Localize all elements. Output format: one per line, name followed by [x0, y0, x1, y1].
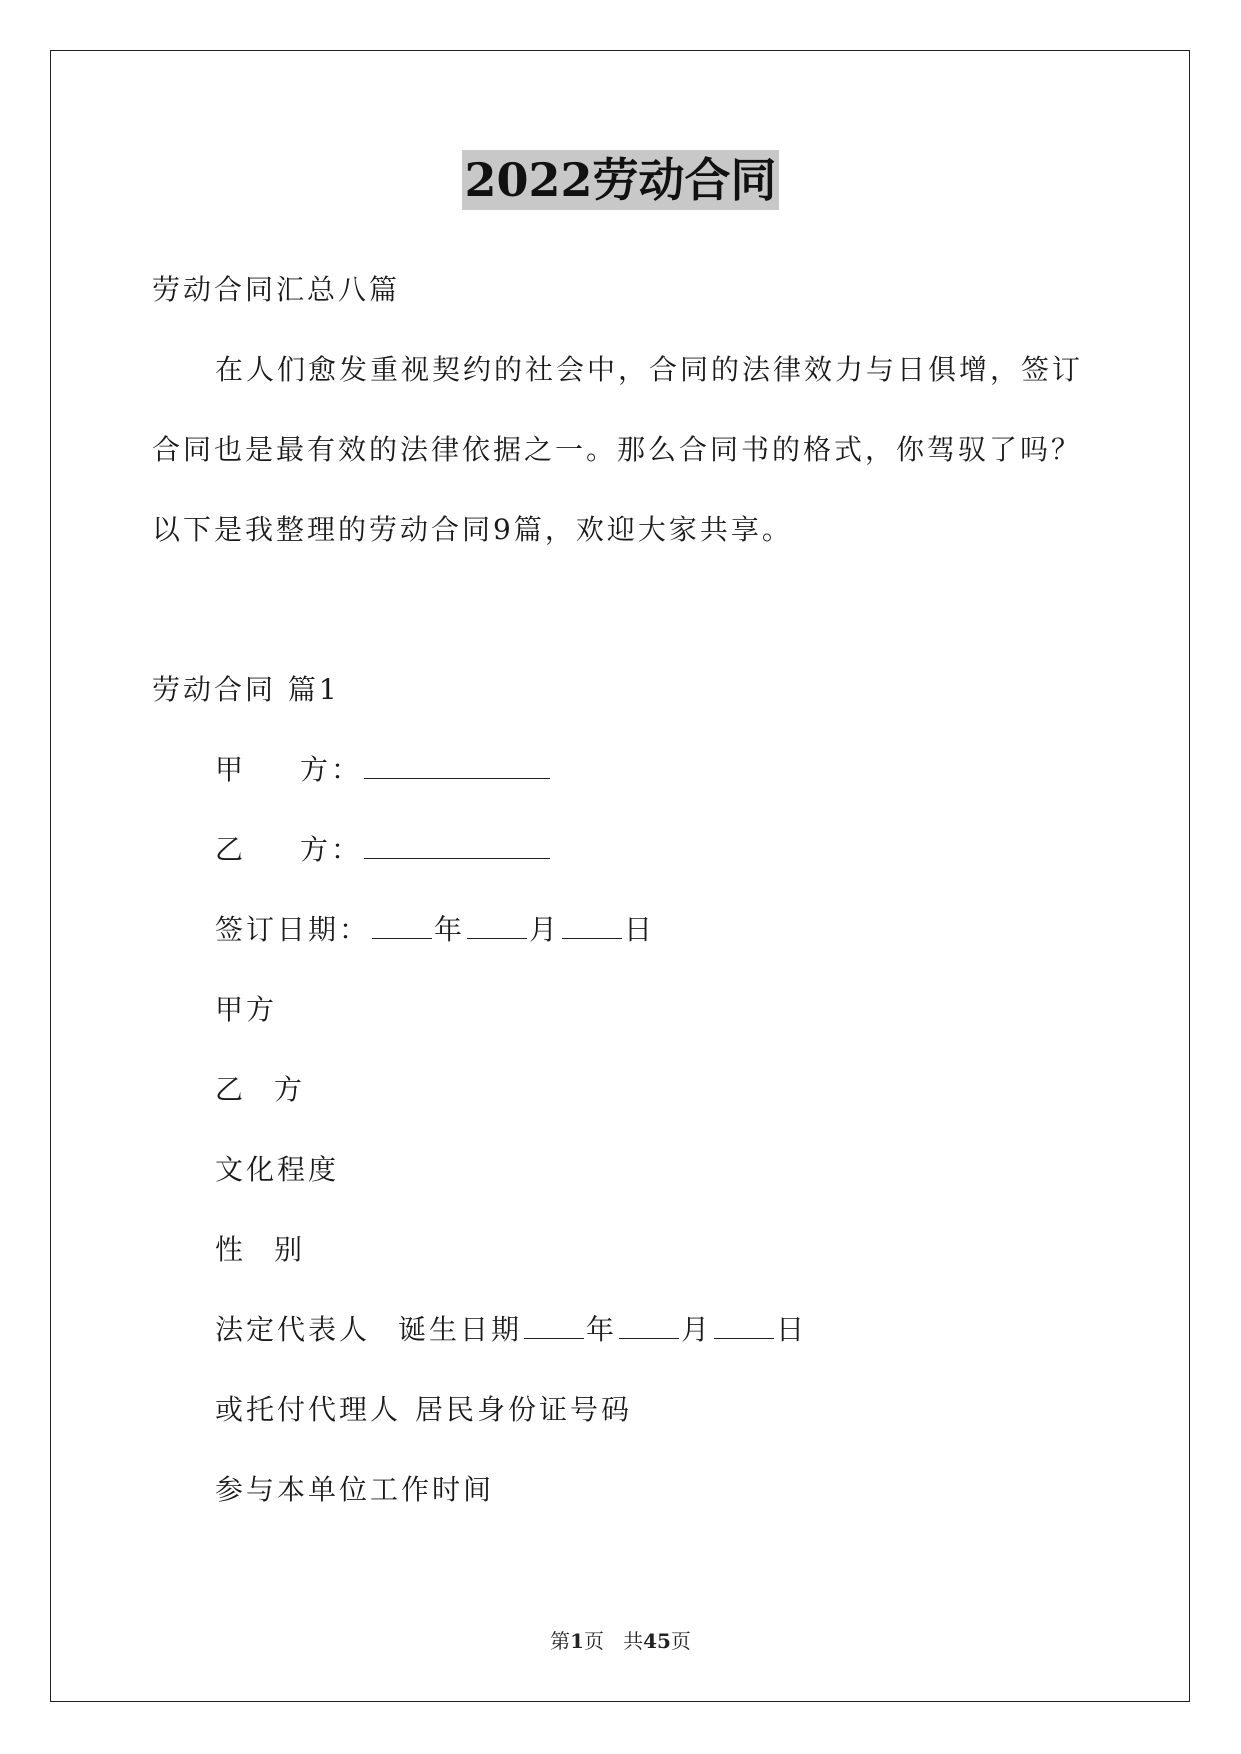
agent-row: [215, 1392, 632, 1428]
sign-year-blank[interactable]: [372, 912, 432, 939]
sign-date-label: 签订日期：: [215, 913, 371, 946]
sign-month-label: 月: [529, 913, 561, 946]
party-b-row: [215, 1072, 305, 1108]
sign-date-row: [215, 912, 655, 948]
party-b-text-1: 乙: [215, 1073, 247, 1106]
party-b-blank[interactable]: [364, 832, 550, 859]
join-time-row: 参与本单位工作时间: [215, 1473, 495, 1506]
footer-prefix: 第: [550, 1629, 571, 1653]
birth-day-label: 日: [776, 1313, 808, 1346]
footer-page-number: 1: [570, 1629, 584, 1653]
footer-total-suffix: 页: [670, 1629, 691, 1653]
title-container: [0, 150, 1241, 210]
section-heading: 劳动合同 篇1: [152, 673, 340, 706]
footer-total-prefix: 共: [623, 1629, 644, 1653]
party-a-label-2: 方：: [300, 753, 363, 786]
party-b-field-row: [215, 832, 552, 868]
gender-text-1: 性: [215, 1233, 247, 1266]
document-title: 2022劳动合同: [462, 150, 778, 210]
intro-line-2: 合同也是最有效的法律依据之一。那么合同书的格式，你驾驭了吗？: [152, 433, 1083, 466]
party-b-label-2: 方：: [300, 833, 363, 866]
gender-row: [215, 1232, 305, 1268]
footer-total-pages: 45: [643, 1629, 671, 1653]
party-a-blank[interactable]: [364, 752, 550, 779]
education-row: 文化程度: [215, 1153, 340, 1186]
sign-day-blank[interactable]: [562, 912, 622, 939]
legal-rep-row: [215, 1312, 807, 1348]
birth-day-blank[interactable]: [714, 1312, 774, 1339]
id-number-label: 居民身份证号码: [415, 1393, 633, 1426]
sign-year-label: 年: [434, 913, 466, 946]
page-footer: [0, 1628, 1241, 1654]
intro-line-3: 以下是我整理的劳动合同9篇，欢迎大家共享。: [152, 513, 793, 546]
party-b-label-1: 乙: [215, 833, 247, 866]
footer-page-suffix: 页: [584, 1629, 604, 1653]
birth-month-label: 月: [681, 1313, 713, 1346]
party-a-field-row: [215, 752, 552, 788]
sign-month-blank[interactable]: [467, 912, 527, 939]
gender-text-2: 别: [274, 1233, 306, 1266]
agent-label: 或托付代理人: [215, 1393, 402, 1426]
subtitle: 劳动合同汇总八篇: [152, 273, 401, 306]
legal-rep-label: 法定代表人: [215, 1313, 371, 1346]
party-a-label-1: 甲: [215, 753, 247, 786]
intro-line-1: 在人们愈发重视契约的社会中，合同的法律效力与日俱增，签订: [215, 353, 1084, 386]
sign-day-label: 日: [624, 913, 656, 946]
birth-date-label: 诞生日期: [398, 1313, 523, 1346]
birth-year-label: 年: [586, 1313, 618, 1346]
birth-month-blank[interactable]: [619, 1312, 679, 1339]
birth-year-blank[interactable]: [524, 1312, 584, 1339]
party-a-row: 甲方: [215, 993, 278, 1026]
party-b-text-2: 方: [274, 1073, 306, 1106]
